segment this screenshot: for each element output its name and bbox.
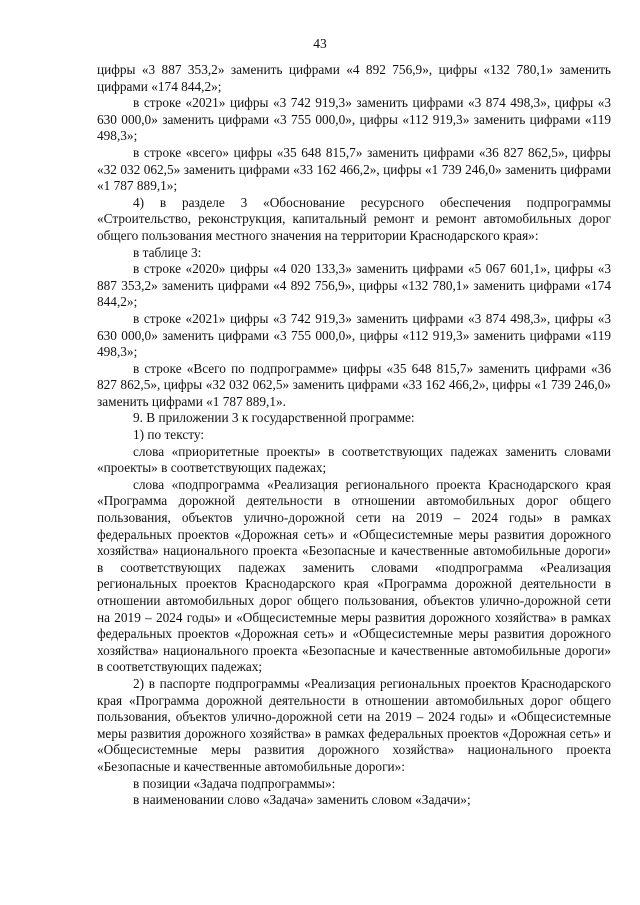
paragraph: в позиции «Задача подпрограммы»: — [133, 775, 336, 791]
paragraph: в таблице 3: — [133, 244, 202, 260]
paragraph: 1) по тексту: — [133, 427, 205, 443]
paragraph: в строке «2021» цифры «3 742 919,3» заменить цифрами «3 874 498,3», цифры «3 630 000,0» заменить цифрами «3 755 000,0», цифры «112 919,3» заменить цифрами «119 498,3»; — [97, 95, 611, 144]
paragraph: в строке «2021» цифры «3 742 919,3» заменить цифрами «3 874 498,3», цифры «3 630 000,0» заменить цифрами «3 755 000,0», цифры «112 919,3» заменить цифрами «119 498,3»; — [97, 310, 611, 360]
paragraph: 9. В приложении 3 к государственной программе: — [133, 410, 415, 426]
paragraph: в наименовании слово «Задача» заменить словом «Задачи»; — [133, 792, 471, 808]
paragraph: в строке «всего» цифры «35 648 815,7» заменить цифрами «36 827 862,5», цифры «32 032 062,5» заменить цифрами «33 162 466,2», цифры «1 739 246,0» заменить цифрами «1 787 889,1»; — [97, 144, 611, 194]
paragraph: цифры «3 887 353,2» заменить цифрами «4 892 756,9», цифры «132 780,1» заменить цифрами «174 844,2»; — [97, 62, 611, 94]
paragraph: 4) в разделе 3 «Обоснование ресурсного обеспечения подпрограммы «Строительство, реконструкция, капитальный ремонт и ремонт автомобильных дорог общего пользования местного значения на территории Краснодарского края»: — [97, 194, 611, 243]
page-number: 43 — [313, 36, 327, 51]
paragraph: в строке «Всего по подпрограмме» цифры «35 648 815,7» заменить цифрами «36 827 862,5», цифры «32 032 062,5» заменить цифрами «33 162 466,2», цифры «1 739 246,0» заменить цифрами «1 787 889,1». — [97, 360, 611, 409]
paragraph: слова «подпрограмма «Реализация регионального проекта Краснодарского края «Программа дорожной деятельности в отношении автомобильных дорог общего пользования, объектов улично-дорожной сети на 2019 – 2024 годы» в рамках федеральных проектов «Дорожная сеть» и «Общесистемные меры развития дорожного хозяйства» национального проекта «Безопасные и качественные автомобильные дороги» в соответствующих падежах заменить словами «подпрограмма «Реализация региональных проектов Краснодарского края «Программа дорожной деятельности в отношении автомобильных дорог общего пользования, объектов улично-дорожной сети на 2019 – 2024 годы» и «Общесистемные меры развития дорожного хозяйства» в рамках федеральных проектов «Дорожная сеть» и «Общесистемные меры развития дорожного хозяйства» национального проекта «Безопасные и качественные автомобильные дороги» в соответствующих падежах; — [97, 476, 611, 675]
document-body — [97, 62, 611, 809]
paragraph: в строке «2020» цифры «4 020 133,3» заменить цифрами «5 067 601,1», цифры «3 887 353,2» заменить цифрами «4 892 756,9», цифры «132 780,1» заменить цифрами «174 844,2»; — [97, 261, 611, 310]
paragraph: слова «приоритетные проекты» в соответствующих падежах заменить словами «проекты» в соответствующих падежах; — [97, 443, 611, 476]
paragraph: 2) в паспорте подпрограммы «Реализация региональных проектов Краснодарского края «Программа дорожной деятельности в отношении автомобильных дорог общего пользования, объектов улично-дорожной сети на 2019 – 2024 годы» и «Общесистемные меры развития дорожного хозяйства» в рамках федеральных проектов «Дорожная сеть» и «Общесистемные меры развития дорожного хозяйства» национального проекта «Безопасные и качественные автомобильные дороги»: — [97, 675, 611, 774]
